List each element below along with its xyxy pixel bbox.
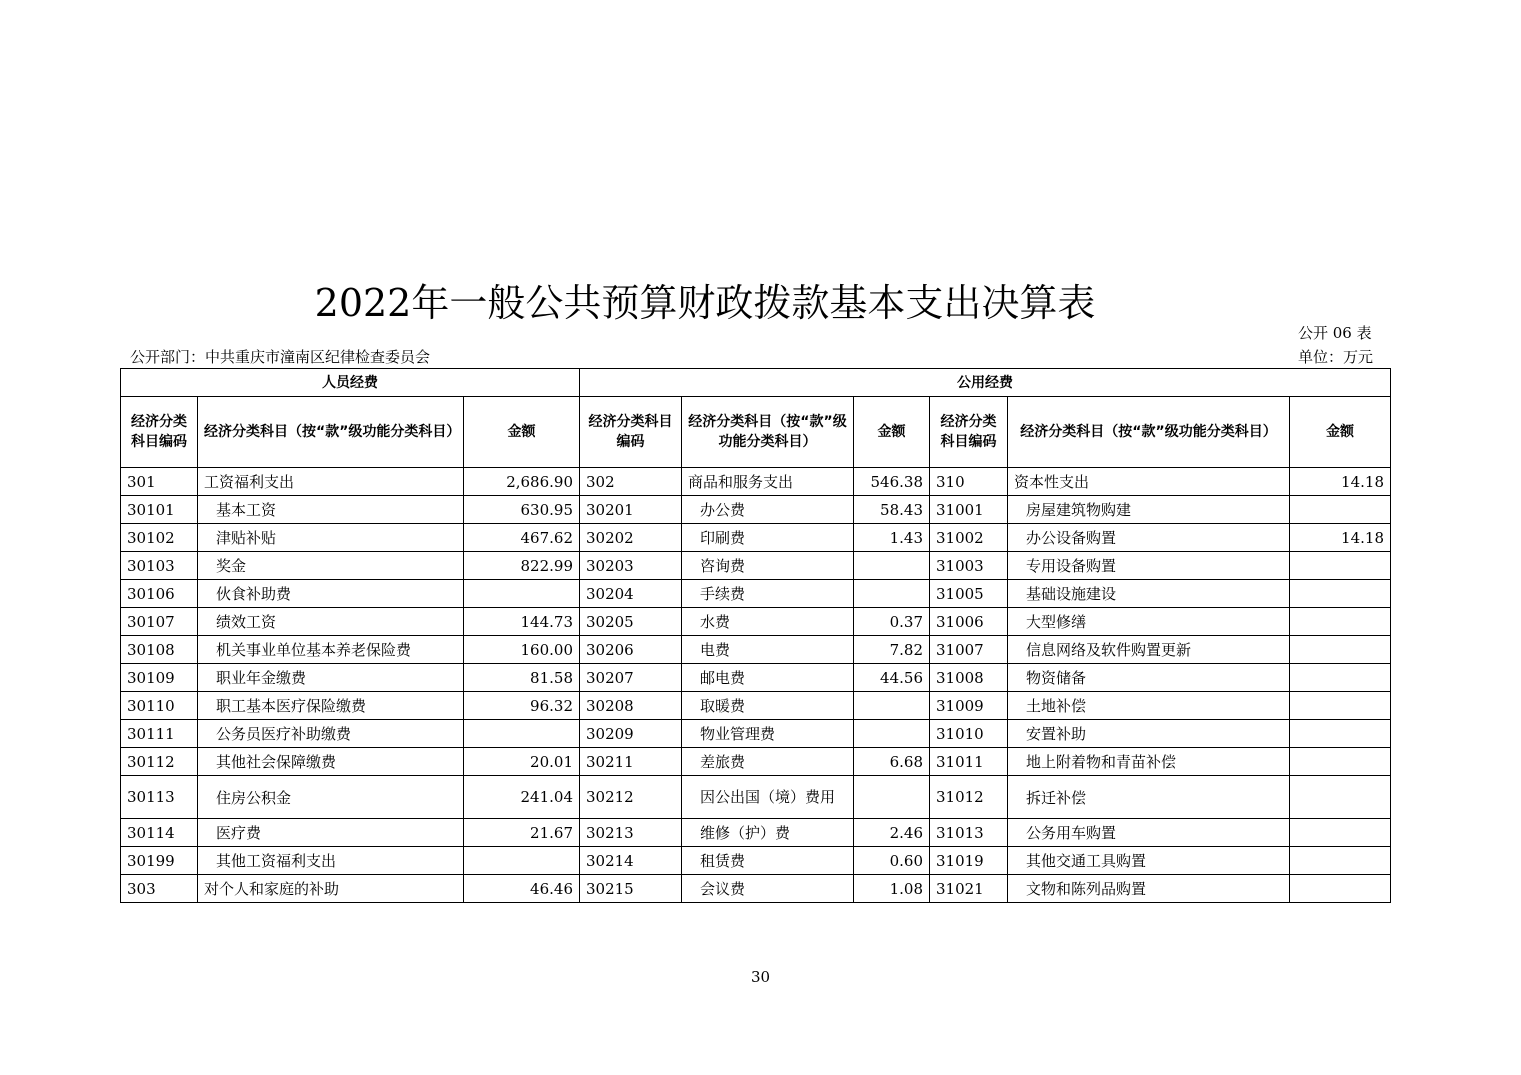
code-cell: 30208 <box>580 692 682 720</box>
amount-cell: 1.08 <box>854 875 930 903</box>
col-header-code: 经济分类科目编码 <box>930 397 1008 468</box>
amount-cell <box>1290 819 1391 847</box>
amount-cell: 144.73 <box>464 608 580 636</box>
code-cell: 31021 <box>930 875 1008 903</box>
col-header-amount: 金额 <box>464 397 580 468</box>
code-cell: 302 <box>580 468 682 496</box>
name-cell: 办公设备购置 <box>1008 524 1290 552</box>
amount-cell <box>1290 496 1391 524</box>
amount-cell: 58.43 <box>854 496 930 524</box>
col-header-amount: 金额 <box>1290 397 1391 468</box>
name-cell: 物资储备 <box>1008 664 1290 692</box>
amount-cell <box>1290 552 1391 580</box>
group-header-public: 公用经费 <box>580 369 1391 397</box>
code-cell: 31011 <box>930 748 1008 776</box>
amount-cell: 96.32 <box>464 692 580 720</box>
name-cell: 物业管理费 <box>682 720 854 748</box>
name-cell: 拆迁补偿 <box>1008 776 1290 819</box>
amount-cell <box>1290 580 1391 608</box>
name-cell: 咨询费 <box>682 552 854 580</box>
code-cell: 30206 <box>580 636 682 664</box>
table-row <box>121 580 1391 608</box>
amount-cell: 21.67 <box>464 819 580 847</box>
name-cell: 水费 <box>682 608 854 636</box>
name-cell: 土地补偿 <box>1008 692 1290 720</box>
code-cell: 30199 <box>121 847 198 875</box>
code-cell: 30201 <box>580 496 682 524</box>
amount-cell <box>854 720 930 748</box>
amount-cell <box>854 552 930 580</box>
amount-cell <box>1290 636 1391 664</box>
table-row <box>121 819 1391 847</box>
table-row <box>121 776 1391 819</box>
table-row <box>121 636 1391 664</box>
name-cell: 取暖费 <box>682 692 854 720</box>
amount-cell: 44.56 <box>854 664 930 692</box>
unit-label: 单位：万元 <box>1298 348 1374 366</box>
code-cell: 30109 <box>121 664 198 692</box>
name-cell: 医疗费 <box>198 819 464 847</box>
name-cell: 地上附着物和青苗补偿 <box>1008 748 1290 776</box>
amount-cell <box>1290 692 1391 720</box>
amount-cell <box>1290 748 1391 776</box>
table-row <box>121 552 1391 580</box>
name-cell: 邮电费 <box>682 664 854 692</box>
name-cell: 商品和服务支出 <box>682 468 854 496</box>
col-header-amount: 金额 <box>854 397 930 468</box>
name-cell: 对个人和家庭的补助 <box>198 875 464 903</box>
name-cell: 公务员医疗补助缴费 <box>198 720 464 748</box>
table-row <box>121 524 1391 552</box>
amount-cell: 0.37 <box>854 608 930 636</box>
code-cell: 31003 <box>930 552 1008 580</box>
amount-cell: 1.43 <box>854 524 930 552</box>
expenditure-table <box>120 368 1391 903</box>
code-cell: 310 <box>930 468 1008 496</box>
amount-cell: 0.60 <box>854 847 930 875</box>
name-cell: 基本工资 <box>198 496 464 524</box>
amount-cell <box>464 847 580 875</box>
amount-cell <box>1290 875 1391 903</box>
name-cell: 房屋建筑物购建 <box>1008 496 1290 524</box>
name-cell: 手续费 <box>682 580 854 608</box>
col-header-name: 经济分类科目（按“款”级功能分类科目） <box>198 397 464 468</box>
code-cell: 31010 <box>930 720 1008 748</box>
col-header-code: 经济分类科目编码 <box>580 397 682 468</box>
name-cell: 电费 <box>682 636 854 664</box>
code-cell: 31001 <box>930 496 1008 524</box>
code-cell: 30203 <box>580 552 682 580</box>
amount-cell: 46.46 <box>464 875 580 903</box>
code-cell: 31008 <box>930 664 1008 692</box>
code-cell: 31009 <box>930 692 1008 720</box>
group-header-personnel: 人员经费 <box>121 369 580 397</box>
code-cell: 30114 <box>121 819 198 847</box>
amount-cell <box>854 776 930 819</box>
table-row <box>121 468 1391 496</box>
name-cell: 其他交通工具购置 <box>1008 847 1290 875</box>
name-cell: 维修（护）费 <box>682 819 854 847</box>
amount-cell: 546.38 <box>854 468 930 496</box>
code-cell: 30212 <box>580 776 682 819</box>
code-cell: 31019 <box>930 847 1008 875</box>
code-cell: 30112 <box>121 748 198 776</box>
amount-cell <box>1290 664 1391 692</box>
name-cell: 职业年金缴费 <box>198 664 464 692</box>
amount-cell: 20.01 <box>464 748 580 776</box>
table-row <box>121 692 1391 720</box>
name-cell: 印刷费 <box>682 524 854 552</box>
amount-cell: 7.82 <box>854 636 930 664</box>
page-title: 2022年一般公共预算财政拨款基本支出决算表 <box>314 281 1096 325</box>
amount-cell <box>464 720 580 748</box>
code-cell: 31002 <box>930 524 1008 552</box>
code-cell: 30108 <box>121 636 198 664</box>
name-cell: 差旅费 <box>682 748 854 776</box>
code-cell: 31005 <box>930 580 1008 608</box>
table-code: 公开 06 表 <box>1298 324 1372 342</box>
name-cell: 奖金 <box>198 552 464 580</box>
col-header-name: 经济分类科目（按“款”级功能分类科目） <box>682 397 854 468</box>
code-cell: 30202 <box>580 524 682 552</box>
code-cell: 30213 <box>580 819 682 847</box>
table-row <box>121 720 1391 748</box>
amount-cell: 630.95 <box>464 496 580 524</box>
amount-cell: 2,686.90 <box>464 468 580 496</box>
amount-cell <box>1290 847 1391 875</box>
code-cell: 31007 <box>930 636 1008 664</box>
name-cell: 因公出国（境）费用 <box>682 776 854 819</box>
department-label: 公开部门：中共重庆市潼南区纪律检查委员会 <box>130 348 431 366</box>
name-cell: 文物和陈列品购置 <box>1008 875 1290 903</box>
amount-cell: 160.00 <box>464 636 580 664</box>
name-cell: 住房公积金 <box>198 776 464 819</box>
name-cell: 基础设施建设 <box>1008 580 1290 608</box>
name-cell: 安置补助 <box>1008 720 1290 748</box>
col-header-name: 经济分类科目（按“款”级功能分类科目） <box>1008 397 1290 468</box>
code-cell: 303 <box>121 875 198 903</box>
amount-cell <box>1290 720 1391 748</box>
amount-cell: 14.18 <box>1290 468 1391 496</box>
code-cell: 30207 <box>580 664 682 692</box>
code-cell: 30102 <box>121 524 198 552</box>
code-cell: 30214 <box>580 847 682 875</box>
table-row <box>121 664 1391 692</box>
name-cell: 办公费 <box>682 496 854 524</box>
amount-cell <box>1290 776 1391 819</box>
amount-cell <box>1290 608 1391 636</box>
name-cell: 信息网络及软件购置更新 <box>1008 636 1290 664</box>
code-cell: 30107 <box>121 608 198 636</box>
amount-cell: 14.18 <box>1290 524 1391 552</box>
code-cell: 30103 <box>121 552 198 580</box>
code-cell: 31006 <box>930 608 1008 636</box>
code-cell: 31013 <box>930 819 1008 847</box>
amount-cell: 81.58 <box>464 664 580 692</box>
name-cell: 资本性支出 <box>1008 468 1290 496</box>
col-header-code: 经济分类科目编码 <box>121 397 198 468</box>
code-cell: 30113 <box>121 776 198 819</box>
name-cell: 伙食补助费 <box>198 580 464 608</box>
name-cell: 租赁费 <box>682 847 854 875</box>
amount-cell: 6.68 <box>854 748 930 776</box>
amount-cell <box>854 692 930 720</box>
amount-cell <box>464 580 580 608</box>
code-cell: 30111 <box>121 720 198 748</box>
name-cell: 其他工资福利支出 <box>198 847 464 875</box>
table-row <box>121 847 1391 875</box>
amount-cell: 822.99 <box>464 552 580 580</box>
name-cell: 其他社会保障缴费 <box>198 748 464 776</box>
code-cell: 30204 <box>580 580 682 608</box>
code-cell: 30209 <box>580 720 682 748</box>
code-cell: 31012 <box>930 776 1008 819</box>
table-row <box>121 496 1391 524</box>
name-cell: 职工基本医疗保险缴费 <box>198 692 464 720</box>
name-cell: 会议费 <box>682 875 854 903</box>
code-cell: 301 <box>121 468 198 496</box>
code-cell: 30211 <box>580 748 682 776</box>
name-cell: 机关事业单位基本养老保险费 <box>198 636 464 664</box>
table-row <box>121 608 1391 636</box>
name-cell: 公务用车购置 <box>1008 819 1290 847</box>
code-cell: 30110 <box>121 692 198 720</box>
amount-cell <box>854 580 930 608</box>
name-cell: 津贴补贴 <box>198 524 464 552</box>
name-cell: 大型修缮 <box>1008 608 1290 636</box>
code-cell: 30215 <box>580 875 682 903</box>
code-cell: 30101 <box>121 496 198 524</box>
name-cell: 专用设备购置 <box>1008 552 1290 580</box>
name-cell: 绩效工资 <box>198 608 464 636</box>
amount-cell: 467.62 <box>464 524 580 552</box>
name-cell: 工资福利支出 <box>198 468 464 496</box>
code-cell: 30205 <box>580 608 682 636</box>
code-cell: 30106 <box>121 580 198 608</box>
page-number: 30 <box>750 968 771 986</box>
table-row <box>121 875 1391 903</box>
amount-cell: 2.46 <box>854 819 930 847</box>
amount-cell: 241.04 <box>464 776 580 819</box>
table-row <box>121 748 1391 776</box>
